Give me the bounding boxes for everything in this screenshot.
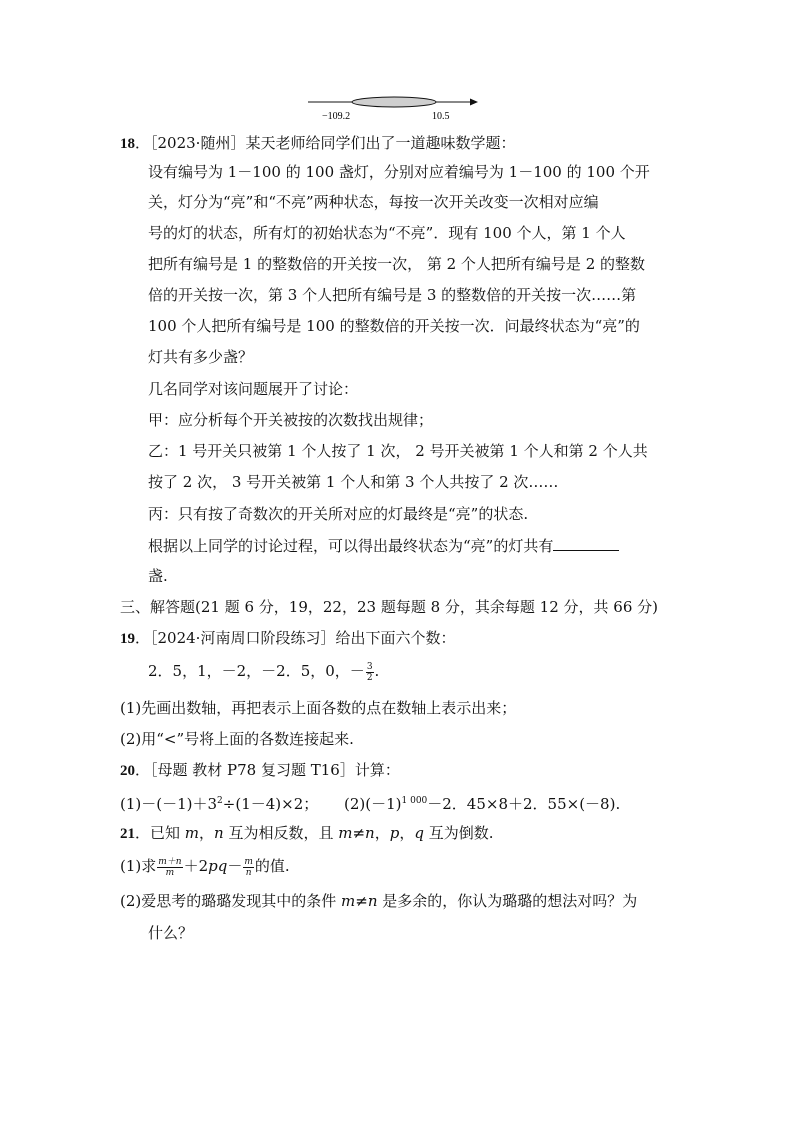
stem-part: 互为倒数. <box>423 824 494 842</box>
q18-line: 几名同学对该问题展开了讨论： <box>148 380 359 398</box>
expr-part: － <box>227 857 243 875</box>
expr-part: －2．45×8＋2．55×(－8). <box>427 795 621 813</box>
shaded-segment <box>352 97 436 107</box>
number-line-figure <box>300 88 490 124</box>
expr-part: (1)求 <box>120 857 157 875</box>
q18-header <box>120 132 515 155</box>
expr-part: ÷(1－4)×2； <box>222 795 319 813</box>
left-tick-label: −109.2 <box>322 111 351 122</box>
exponent: 2 <box>217 796 223 806</box>
q18-number: 18 <box>120 136 135 152</box>
expr-part: ＋2 <box>183 857 209 875</box>
stem-part: ．已知 <box>135 824 185 842</box>
fraction-denominator: n <box>245 867 252 878</box>
q20-expr2 <box>344 790 620 815</box>
var: m≠n <box>341 892 378 910</box>
q20-header <box>120 759 400 782</box>
var: q <box>414 824 424 842</box>
section-heading: 三、解答题(21 题 6 分，19，22，23 题每题 8 分，其余每题 12 分，共 66 分) <box>120 598 658 616</box>
fraction <box>366 662 374 683</box>
fraction-numerator: m <box>244 856 253 867</box>
q21-number: 21 <box>120 826 135 842</box>
fraction <box>243 857 254 878</box>
right-tick-label: 10.5 <box>432 111 450 122</box>
q18-line: 设有编号为 1－100 的 100 盏灯，分别对应着编号为 1－100 的 100 个开 <box>148 163 650 181</box>
q18-answer-line <box>148 534 619 557</box>
q18-line: 倍的开关按一次，第 3 个人把所有编号是 3 的整数倍的开关按一次……第 <box>148 286 637 304</box>
q18-source: ．［2023·随州］某天老师给同学们出了一道趣味数学题： <box>135 134 516 152</box>
q18-line: 关，灯分为“亮”和“不亮”两种状态，每按一次开关改变一次相对应编 <box>148 193 599 211</box>
expr-part: (1)－(－1)＋3 <box>120 795 218 813</box>
expr-part: 的值. <box>254 857 290 875</box>
q19-source: ．［2024·河南周口阶段练习］给出下面六个数： <box>135 629 456 647</box>
q20-expr1 <box>120 790 318 815</box>
q19-part1: (1)先画出数轴，再把表示上面各数的点在数轴上表示出来； <box>120 699 517 717</box>
q21-part1 <box>120 855 290 878</box>
q19-header <box>120 627 455 650</box>
q18-line: 根据以上同学的讨论过程，可以得出最终状态为“亮”的灯共有 <box>148 537 554 555</box>
number-line-diagram <box>300 88 490 124</box>
exponent: 1 000 <box>401 796 428 806</box>
q20-number: 20 <box>120 763 135 779</box>
q18-line: 甲：应分析每个开关被按的次数找出规律； <box>148 411 434 429</box>
q18-line: 丙：只有按了奇数次的开关所对应的灯最终是“亮”的状态. <box>148 505 529 523</box>
stem-part: ， <box>374 824 390 842</box>
q19-number-list-end: . <box>374 662 380 680</box>
q19-number-list: 2．5，1，－2，－2．5，0，－ <box>148 662 365 680</box>
q21-part2-cont: 什么？ <box>148 924 194 942</box>
var: n <box>214 824 224 842</box>
fraction-numerator: 3 <box>366 661 373 672</box>
q20-source: ．［母题 教材 P78 复习题 T16］计算： <box>135 761 400 779</box>
q18-line: 按了 2 次， 3 号开关被第 1 个人和第 3 个人共按了 2 次…… <box>148 473 559 491</box>
q18-line: 100 个人把所有编号是 100 的整数倍的开关按一次．问最终状态为“亮”的 <box>148 317 640 335</box>
fraction-numerator: m＋n <box>158 856 182 867</box>
q19-part2: (2)用“<”号将上面的各数连接起来. <box>120 730 354 748</box>
expr-part: (2)(－1) <box>344 795 402 813</box>
q18-line: 乙：1 号开关只被第 1 个人按了 1 次， 2 号开关被第 1 个人和第 2 个人共 <box>148 442 648 460</box>
axis-arrow-icon <box>470 99 478 106</box>
q21-part2 <box>120 890 637 912</box>
var: p <box>389 824 400 842</box>
var: m≠n <box>338 824 375 842</box>
q18-line: 把所有编号是 1 的整数倍的开关按一次， 第 2 个人把所有编号是 2 的整数 <box>148 255 646 273</box>
fraction-denominator: 2 <box>366 672 373 683</box>
text-part: (2)爱思考的璐璐发现其中的条件 <box>120 892 342 910</box>
fraction <box>157 857 182 878</box>
q18-tail: 盏. <box>148 567 168 585</box>
q18-line: 号的灯的状态，所有灯的初始状态为“不亮”．现有 100 个人，第 1 个人 <box>148 224 626 242</box>
q18-line: 灯共有多少盏？ <box>148 348 254 366</box>
var: pq <box>208 857 228 875</box>
stem-part: ， <box>399 824 415 842</box>
stem-part: 互为相反数，且 <box>223 824 339 842</box>
text-part: 是多余的，你认为璐璐的想法对吗？为 <box>377 892 638 910</box>
var: m <box>184 824 200 842</box>
stem-part: ， <box>199 824 215 842</box>
fraction-denominator: m <box>165 867 175 878</box>
q21-header <box>120 822 494 845</box>
answer-blank[interactable] <box>553 534 619 551</box>
q19-number: 19 <box>120 631 135 647</box>
q19-numbers <box>148 660 379 683</box>
